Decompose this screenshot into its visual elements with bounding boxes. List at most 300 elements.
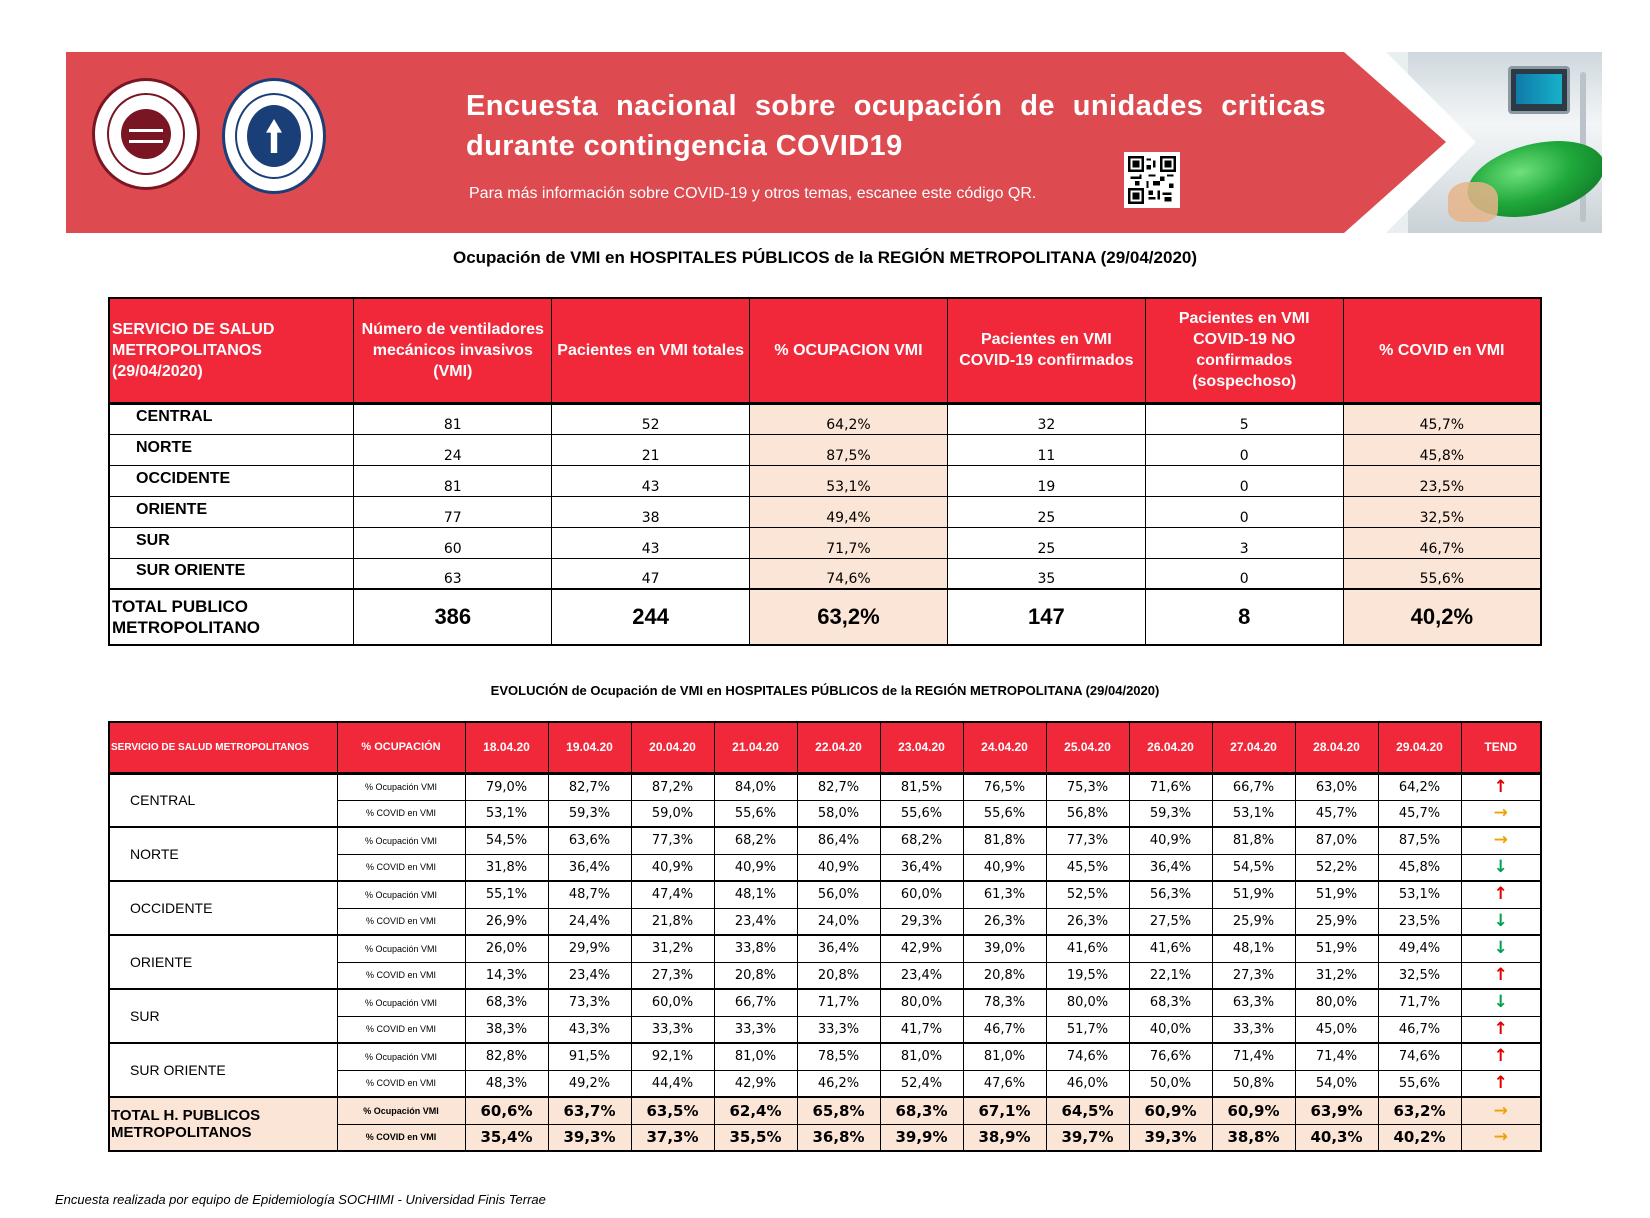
value-cell: 68,3% [465,989,548,1016]
value-cell: 71,4% [1212,1043,1295,1070]
value-cell: 59,3% [1129,800,1212,827]
arrow-up-icon: ↑ [1493,1072,1508,1093]
value-cell: 33,3% [1212,1016,1295,1043]
value-cell: 54,5% [465,827,548,854]
value-cell: 49,4% [1378,935,1461,962]
header-date: 29.04.20 [1378,722,1461,773]
value-cell: 40,9% [631,854,714,881]
value-cell: 52,5% [1046,881,1129,908]
ventilators-cell: 63 [354,558,552,589]
service-name: SUR ORIENTE [109,1043,337,1097]
metric-occupancy-label: % Ocupación VMI [337,935,465,962]
value-cell: 68,3% [1129,989,1212,1016]
value-cell: 36,4% [797,935,880,962]
ventilators-cell: 81 [354,465,552,496]
value-cell: 55,6% [880,800,963,827]
value-cell: 27,5% [1129,908,1212,935]
arrow-up-icon: ↑ [1493,1046,1508,1067]
arrow-down-icon: ↓ [1493,992,1508,1013]
service-name: ORIENTE [109,935,337,989]
value-cell: 33,3% [797,1016,880,1043]
value-cell: 55,6% [1378,1070,1461,1097]
total-label: TOTAL H. PUBLICOS METROPOLITANOS [109,1097,337,1151]
value-cell: 26,0% [465,935,548,962]
banner-title-line1: Encuesta nacional sobre ocupación de unidades criticas [466,90,1326,122]
value-cell: 71,6% [1129,773,1212,800]
service-name: SUR ORIENTE [109,558,354,589]
value-cell: 41,7% [880,1016,963,1043]
service-name: OCCIDENTE [109,881,337,935]
value-cell: 73,3% [548,989,631,1016]
suspected-cell: 5 [1145,403,1343,434]
banner-title [466,86,1326,166]
occupancy-cell: 87,5% [750,434,948,465]
covid-pct-cell: 23,5% [1343,465,1541,496]
table-row [109,881,1541,908]
value-cell: 22,1% [1129,962,1212,989]
value-cell: 37,3% [631,1124,714,1151]
value-cell: 31,8% [465,854,548,881]
covid-pct-cell: 46,7% [1343,527,1541,558]
value-cell: 45,5% [1046,854,1129,881]
value-cell: 39,9% [880,1124,963,1151]
value-cell: 84,0% [714,773,797,800]
total-suspected: 8 [1145,589,1343,645]
value-cell: 45,8% [1378,854,1461,881]
header-date: 25.04.20 [1046,722,1129,773]
banner-title-line2: durante contingencia COVID19 [466,130,903,162]
metric-covid-label: % COVID en VMI [337,908,465,935]
trend-cell [1461,827,1541,854]
value-cell: 59,3% [548,800,631,827]
value-cell: 71,7% [797,989,880,1016]
patients-cell: 47 [552,558,750,589]
header-covid-pct: % COVID en VMI [1343,298,1541,403]
value-cell: 58,0% [797,800,880,827]
total-label: TOTAL PUBLICO METROPOLITANO [109,589,354,645]
occupancy-cell: 53,1% [750,465,948,496]
trend-cell [1461,1070,1541,1097]
value-cell: 82,7% [548,773,631,800]
value-cell: 74,6% [1046,1043,1129,1070]
arrow-right-icon: → [1493,802,1508,823]
suspected-cell: 0 [1145,465,1343,496]
value-cell: 33,3% [714,1016,797,1043]
value-cell: 51,9% [1295,881,1378,908]
total-confirmed: 147 [947,589,1145,645]
total-occupancy: 63,2% [750,589,948,645]
value-cell: 60,6% [465,1097,548,1124]
value-cell: 87,2% [631,773,714,800]
value-cell: 27,3% [1212,962,1295,989]
value-cell: 46,7% [963,1016,1046,1043]
value-cell: 60,9% [1129,1097,1212,1124]
arrow-right-icon: → [1493,1100,1508,1121]
value-cell: 78,3% [963,989,1046,1016]
value-cell: 76,6% [1129,1043,1212,1070]
header-trend: TEND [1461,722,1541,773]
occupancy-cell: 49,4% [750,496,948,527]
total-row [109,589,1541,645]
value-cell: 36,8% [797,1124,880,1151]
value-cell: 44,4% [631,1070,714,1097]
value-cell: 41,6% [1046,935,1129,962]
suspected-cell: 0 [1145,496,1343,527]
covid-pct-cell: 45,8% [1343,434,1541,465]
occupancy-cell: 74,6% [750,558,948,589]
value-cell: 39,3% [548,1124,631,1151]
value-cell: 77,3% [631,827,714,854]
value-cell: 33,3% [631,1016,714,1043]
evolution-table [108,721,1542,1152]
metric-covid-label: % COVID en VMI [337,1124,465,1151]
value-cell: 81,5% [880,773,963,800]
value-cell: 31,2% [631,935,714,962]
header-banner [66,52,1602,233]
value-cell: 56,0% [797,881,880,908]
value-cell: 61,3% [963,881,1046,908]
value-cell: 40,9% [797,854,880,881]
value-cell: 39,0% [963,935,1046,962]
confirmed-cell: 11 [947,434,1145,465]
finis-terrae-logo [222,78,326,194]
value-cell: 91,5% [548,1043,631,1070]
footer-note: Encuesta realizada por equipo de Epidemiología SOCHIMI - Universidad Finis Terrae [55,1192,546,1207]
value-cell: 36,4% [1129,854,1212,881]
header-date: 19.04.20 [548,722,631,773]
value-cell: 64,2% [1378,773,1461,800]
total-row [109,1097,1541,1124]
value-cell: 87,5% [1378,827,1461,854]
value-cell: 38,8% [1212,1124,1295,1151]
table2-title: EVOLUCIÓN de Ocupación de VMI en HOSPITALES PÚBLICOS de la REGIÓN METROPOLITANA (29/04/2020) [490,683,1160,698]
value-cell: 25,9% [1295,908,1378,935]
value-cell: 26,3% [1046,908,1129,935]
value-cell: 20,8% [797,962,880,989]
value-cell: 48,7% [548,881,631,908]
trend-cell [1461,1124,1541,1151]
value-cell: 51,9% [1212,881,1295,908]
metric-occupancy-label: % Ocupación VMI [337,881,465,908]
header-date: 21.04.20 [714,722,797,773]
value-cell: 80,0% [880,989,963,1016]
value-cell: 64,5% [1046,1097,1129,1124]
value-cell: 24,0% [797,908,880,935]
value-cell: 82,7% [797,773,880,800]
value-cell: 20,8% [714,962,797,989]
value-cell: 29,9% [548,935,631,962]
value-cell: 52,2% [1295,854,1378,881]
arrow-up-icon: ↑ [1493,964,1508,985]
value-cell: 54,5% [1212,854,1295,881]
value-cell: 87,0% [1295,827,1378,854]
value-cell: 24,4% [548,908,631,935]
header-covid-confirmed: Pacientes en VMI COVID-19 confirmados [947,298,1145,403]
header-occupancy: % OCUPACIÓN [337,722,465,773]
value-cell: 38,9% [963,1124,1046,1151]
value-cell: 40,0% [1129,1016,1212,1043]
service-name: CENTRAL [109,773,337,827]
confirmed-cell: 19 [947,465,1145,496]
header-date: 27.04.20 [1212,722,1295,773]
service-name: CENTRAL [109,403,354,434]
value-cell: 19,5% [1046,962,1129,989]
value-cell: 26,3% [963,908,1046,935]
table-row [109,989,1541,1016]
value-cell: 39,7% [1046,1124,1129,1151]
value-cell: 52,4% [880,1070,963,1097]
qr-code-icon[interactable] [1124,152,1180,208]
metric-occupancy-label: % Ocupación VMI [337,1043,465,1070]
value-cell: 66,7% [714,989,797,1016]
total-patients: 244 [552,589,750,645]
value-cell: 46,2% [797,1070,880,1097]
patients-cell: 21 [552,434,750,465]
occupancy-cell: 71,7% [750,527,948,558]
confirmed-cell: 32 [947,403,1145,434]
value-cell: 63,0% [1295,773,1378,800]
value-cell: 63,5% [631,1097,714,1124]
table-row [109,496,1541,527]
covid-pct-cell: 32,5% [1343,496,1541,527]
trend-cell [1461,800,1541,827]
value-cell: 43,3% [548,1016,631,1043]
value-cell: 68,2% [880,827,963,854]
arrow-right-icon: → [1493,1127,1508,1148]
value-cell: 55,1% [465,881,548,908]
patients-cell: 43 [552,465,750,496]
table-row [109,935,1541,962]
value-cell: 66,7% [1212,773,1295,800]
header-date: 28.04.20 [1295,722,1378,773]
value-cell: 59,0% [631,800,714,827]
value-cell: 50,8% [1212,1070,1295,1097]
metric-occupancy-label: % Ocupación VMI [337,827,465,854]
value-cell: 40,9% [714,854,797,881]
value-cell: 45,7% [1378,800,1461,827]
value-cell: 78,5% [797,1043,880,1070]
value-cell: 47,6% [963,1070,1046,1097]
suspected-cell: 0 [1145,558,1343,589]
value-cell: 92,1% [631,1043,714,1070]
header-date: 24.04.20 [963,722,1046,773]
value-cell: 48,1% [1212,935,1295,962]
value-cell: 53,1% [1212,800,1295,827]
value-cell: 53,1% [465,800,548,827]
metric-covid-label: % COVID en VMI [337,962,465,989]
patients-cell: 52 [552,403,750,434]
patients-cell: 43 [552,527,750,558]
value-cell: 81,8% [963,827,1046,854]
value-cell: 63,9% [1295,1097,1378,1124]
value-cell: 60,0% [631,989,714,1016]
value-cell: 48,3% [465,1070,548,1097]
value-cell: 56,8% [1046,800,1129,827]
value-cell: 65,8% [797,1097,880,1124]
patients-cell: 38 [552,496,750,527]
arrow-right-icon: → [1493,830,1508,851]
header-date: 20.04.20 [631,722,714,773]
value-cell: 14,3% [465,962,548,989]
value-cell: 55,6% [963,800,1046,827]
confirmed-cell: 35 [947,558,1145,589]
value-cell: 35,5% [714,1124,797,1151]
value-cell: 31,2% [1295,962,1378,989]
trend-cell [1461,989,1541,1016]
value-cell: 45,7% [1295,800,1378,827]
sochimi-logo [92,78,200,190]
value-cell: 63,3% [1212,989,1295,1016]
value-cell: 29,3% [880,908,963,935]
metric-occupancy-label: % Ocupación VMI [337,773,465,800]
value-cell: 63,7% [548,1097,631,1124]
banner-subtitle: Para más información sobre COVID-19 y otros temas, escanee este código QR. [469,185,1037,202]
value-cell: 32,5% [1378,962,1461,989]
service-name: ORIENTE [109,496,354,527]
value-cell: 54,0% [1295,1070,1378,1097]
arrow-up-icon: ↑ [1493,1018,1508,1039]
value-cell: 76,5% [963,773,1046,800]
value-cell: 68,2% [714,827,797,854]
metric-occupancy-label: % Ocupación VMI [337,1097,465,1124]
metric-covid-label: % COVID en VMI [337,854,465,881]
value-cell: 71,7% [1378,989,1461,1016]
arrow-down-icon: ↓ [1493,910,1508,931]
value-cell: 25,9% [1212,908,1295,935]
occupancy-table [108,297,1542,646]
header-service: SERVICIO DE SALUD METROPOLITANOS [109,722,337,773]
value-cell: 62,4% [714,1097,797,1124]
trend-cell [1461,962,1541,989]
value-cell: 33,8% [714,935,797,962]
table-row [109,1043,1541,1070]
arrow-up-icon: ↑ [1493,776,1508,797]
service-name: SUR [109,989,337,1043]
value-cell: 51,7% [1046,1016,1129,1043]
arrow-down-icon: ↓ [1493,938,1508,959]
value-cell: 27,3% [631,962,714,989]
value-cell: 42,9% [880,935,963,962]
value-cell: 39,3% [1129,1124,1212,1151]
value-cell: 75,3% [1046,773,1129,800]
value-cell: 40,3% [1295,1124,1378,1151]
table-row [109,434,1541,465]
occupancy-cell: 64,2% [750,403,948,434]
value-cell: 50,0% [1129,1070,1212,1097]
header-service: SERVICIO DE SALUD METROPOLITANOS (29/04/2020) [109,298,354,403]
trend-cell [1461,935,1541,962]
value-cell: 51,9% [1295,935,1378,962]
service-name: NORTE [109,434,354,465]
value-cell: 86,4% [797,827,880,854]
arrow-up-icon: ↑ [1493,884,1508,905]
service-name: OCCIDENTE [109,465,354,496]
table-row [109,558,1541,589]
table-row [109,773,1541,800]
ventilators-cell: 24 [354,434,552,465]
header-date: 22.04.20 [797,722,880,773]
header-occupancy: % OCUPACION VMI [750,298,948,403]
value-cell: 47,4% [631,881,714,908]
arrow-down-icon: ↓ [1493,856,1508,877]
ventilators-cell: 81 [354,403,552,434]
header-date: 18.04.20 [465,722,548,773]
table-row [109,403,1541,434]
ventilators-cell: 77 [354,496,552,527]
metric-covid-label: % COVID en VMI [337,1070,465,1097]
value-cell: 81,0% [880,1043,963,1070]
value-cell: 23,4% [714,908,797,935]
metric-covid-label: % COVID en VMI [337,1016,465,1043]
value-cell: 40,9% [963,854,1046,881]
value-cell: 42,9% [714,1070,797,1097]
trend-cell [1461,773,1541,800]
table-row [109,827,1541,854]
value-cell: 81,0% [963,1043,1046,1070]
value-cell: 82,8% [465,1043,548,1070]
trend-cell [1461,881,1541,908]
suspected-cell: 0 [1145,434,1343,465]
table-row [109,527,1541,558]
value-cell: 35,4% [465,1124,548,1151]
value-cell: 71,4% [1295,1043,1378,1070]
value-cell: 45,0% [1295,1016,1378,1043]
ventilators-cell: 60 [354,527,552,558]
header-date: 26.04.20 [1129,722,1212,773]
metric-occupancy-label: % Ocupación VMI [337,989,465,1016]
value-cell: 26,9% [465,908,548,935]
value-cell: 68,3% [880,1097,963,1124]
value-cell: 23,5% [1378,908,1461,935]
value-cell: 23,4% [548,962,631,989]
header-date: 23.04.20 [880,722,963,773]
value-cell: 38,3% [465,1016,548,1043]
value-cell: 81,8% [1212,827,1295,854]
value-cell: 74,6% [1378,1043,1461,1070]
metric-covid-label: % COVID en VMI [337,800,465,827]
value-cell: 63,6% [548,827,631,854]
value-cell: 46,0% [1046,1070,1129,1097]
value-cell: 80,0% [1046,989,1129,1016]
covid-pct-cell: 55,6% [1343,558,1541,589]
value-cell: 55,6% [714,800,797,827]
value-cell: 63,2% [1378,1097,1461,1124]
trend-cell [1461,1043,1541,1070]
total-covid-pct: 40,2% [1343,589,1541,645]
table-row [109,465,1541,496]
suspected-cell: 3 [1145,527,1343,558]
value-cell: 48,1% [714,881,797,908]
value-cell: 40,2% [1378,1124,1461,1151]
value-cell: 81,0% [714,1043,797,1070]
value-cell: 53,1% [1378,881,1461,908]
value-cell: 40,9% [1129,827,1212,854]
value-cell: 60,0% [880,881,963,908]
value-cell: 79,0% [465,773,548,800]
value-cell: 41,6% [1129,935,1212,962]
trend-cell [1461,854,1541,881]
value-cell: 49,2% [548,1070,631,1097]
value-cell: 77,3% [1046,827,1129,854]
value-cell: 23,4% [880,962,963,989]
value-cell: 20,8% [963,962,1046,989]
value-cell: 60,9% [1212,1097,1295,1124]
trend-cell [1461,908,1541,935]
covid-pct-cell: 45,7% [1343,403,1541,434]
header-covid-suspected: Pacientes en VMI COVID-19 NO confirmados (sospechoso) [1145,298,1343,403]
value-cell: 67,1% [963,1097,1046,1124]
confirmed-cell: 25 [947,527,1145,558]
